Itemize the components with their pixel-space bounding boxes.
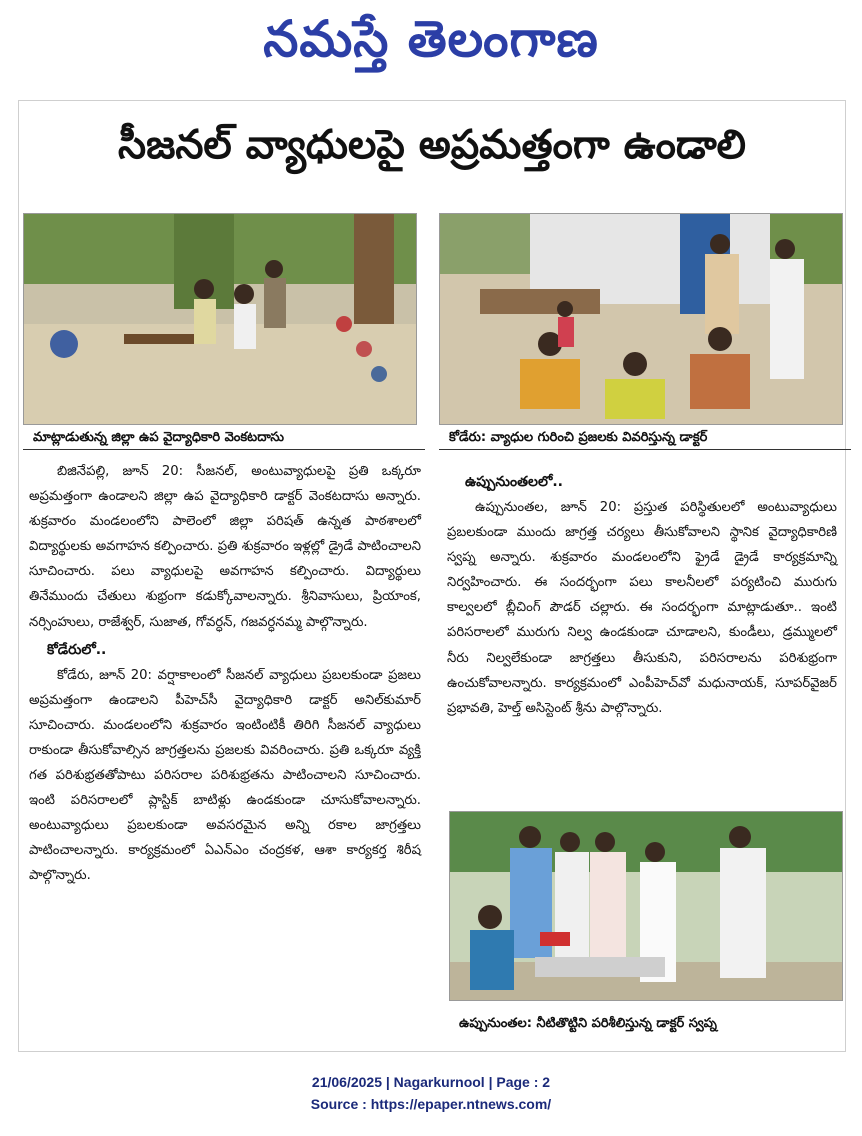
photo-caption-left: మాట్లాడుతున్న జిల్లా ఉప వైద్యాధికారి వెంకటదాసు: [23, 427, 425, 450]
photo-caption-right: కోడేరు: వ్యాధుల గురించి ప్రజలకు వివరిస్తున్న డాక్టర్: [439, 427, 851, 450]
masthead-logo: నమస్తే తెలంగాణ: [263, 10, 599, 68]
headline: సీజనల్ వ్యాధులపై అప్రమత్తంగా ఉండాలి: [118, 122, 746, 168]
right-column: [447, 467, 837, 721]
left-subhead: కోడేరులో..: [47, 641, 107, 658]
left-paragraph-2: కోడేరు, జూన్ 20: వర్షాకాలంలో సీజనల్ వ్యాధులు ప్రబలకుండా ప్రజలు అప్రమత్తంగా ఉండాలని పీహెచ్‌సీ వైద్యాధికారి డాక్టర్ అనిల్‌కుమార్ సూచించారు. మండలంలోని శుక్రవారం ఇంటింటికీ తిరిగి సీజనల్ వ్యాధులు రాకుండా తీసుకోవాల్సిన జాగ్రత్తలను ప్రజలకు వివరించారు. ప్రతి ఒక్కరూ వ్యక్తి గత పరిశుభ్రతతోపాటు పరిసరాల పరిశుభ్రతను పాటించాలని సూచించారు. ఇంటి పరిసరాలలో ప్లాస్టిక్ బాటిళ్లు ఉండకుండా చూసుకోవాలన్నారు. అంటువ్యాధులు ప్రబలకుండా అవసరమైన అన్ని రకాల జాగ్రత్తలు పాటించాలన్నారు. కార్యక్రమంలో ఏఎన్‌ఎం చంద్రకళ, ఆశా కార్యకర్త శిరీష పాల్గొన్నారు.: [29, 667, 421, 884]
footer-date-edition-page: 21/06/2025 | Nagarkurnool | Page : 2: [311, 1074, 551, 1090]
photo-water-tank-inspection: [449, 811, 843, 1001]
photo-caption-bottom: ఉప్పునుంతల: నీటితొట్టిని పరిశీలిస్తున్న డాక్టర్ స్వప్న: [459, 1016, 717, 1031]
footer-source-link[interactable]: Source : https://epaper.ntnews.com/: [310, 1096, 552, 1112]
photo-village-awareness: [439, 213, 843, 425]
left-paragraph-1: బిజినేపల్లి, జూన్ 20: సీజనల్, అంటువ్యాధులపై ప్రతి ఒక్కరూ అప్రమత్తంగా ఉండాలని జిల్లా ఉప వైద్యాధికారి డాక్టర్ వెంకటదాసు అన్నారు. శుక్రవారం మండలంలోని పాలెంలో జిల్లా పరిషత్ ఉన్నత పాఠశాలలో విద్యార్థులకు అవగాహన కల్పించారు. ప్రతి శుక్రవారం ఇళ్లల్లో డ్రైడే పాటించాలని సూచించారు. పలు వ్యాధులపై అవగాహన కల్పించారు. విద్యార్థులు తినేముందు చేతులు శుభ్రంగా కడుక్కోవాలన్నారు. శ్రీనివాసులు, ప్రియాంక, నర్సింహులు, రాజేశ్వర్, సుజాత, గోవర్ధన్, గజవర్ధనమ్మ పాల్గొన్నారు.: [29, 464, 421, 630]
right-subhead: ఉప్పునుంతలలో..: [465, 474, 563, 490]
left-column: [29, 459, 421, 889]
photo-school-awareness: [23, 213, 417, 425]
right-paragraph-1: ఉప్పునుంతల, జూన్ 20: ప్రస్తుత పరిస్థితులలో అంటువ్యాధులు ప్రబలకుండా ముందు జాగ్రత్త చర్యలు తీసుకోవాలని స్థానిక వైద్యాధికారిణి స్వప్న అన్నారు. శుక్రవారం మండలంలోని ఫ్రైడే డ్రైడే కార్యక్రమాన్ని నిర్వహించారు. ఈ సందర్భంగా పలు కాలనీలలో పర్యటించి మురుగు కాల్వలలో బ్లీచింగ్ పౌడర్ చల్లారు. ఈ సందర్భంగా మాట్లాడుతూ.. ఇంటి పరిసరాలలో మురుగు నిల్వ ఉండకుండా చూడాలని, కుండీలు, డ్రమ్ములలో నీరు నిల్వలేకుండా జాగ్రత్తలు తీసుకుని, పరిసరాలను పరిశుభ్రంగా ఉంచుకోవాలన్నారు. కార్యక్రమంలో ఎంపీహెచ్‌వో మధునాయక్, సూపర్‌వైజర్ ప్రభావతి, హెల్త్ అసిస్టెంట్ శ్రీను పాల్గొన్నారు.: [447, 500, 837, 716]
news-clipping: [18, 100, 846, 1052]
